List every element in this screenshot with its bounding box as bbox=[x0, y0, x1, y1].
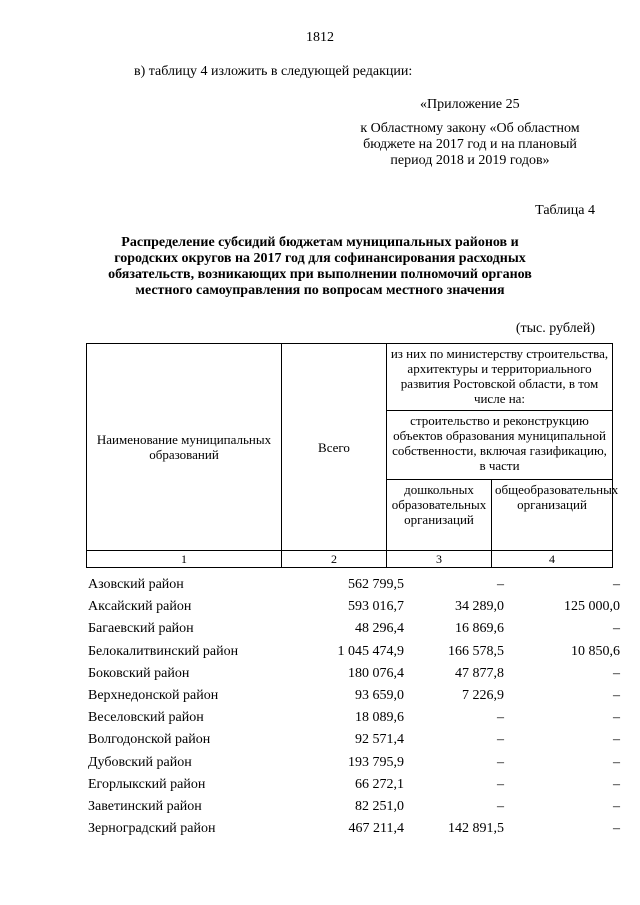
row-general: – bbox=[613, 687, 620, 703]
row-name: Зерноградский район bbox=[88, 821, 216, 837]
row-total: 92 571,4 bbox=[355, 732, 404, 748]
row-preschool: – bbox=[497, 754, 504, 770]
row-preschool: 47 877,8 bbox=[455, 665, 504, 681]
row-general: – bbox=[613, 798, 620, 814]
row-name: Волгодонской район bbox=[88, 732, 211, 748]
appendix-reference bbox=[340, 121, 600, 169]
appendix-title: «Приложение 25 bbox=[420, 97, 520, 112]
row-general: – bbox=[613, 665, 620, 681]
row-name: Заветинский район bbox=[88, 798, 202, 814]
table-row bbox=[88, 599, 628, 621]
row-preschool: – bbox=[497, 776, 504, 792]
units-label: (тыс. рублей) bbox=[515, 321, 595, 336]
header-preschool: дошкольных образовательных организаций bbox=[387, 480, 492, 551]
row-general: – bbox=[613, 754, 620, 770]
table-row bbox=[88, 732, 628, 754]
header-ministry: из них по министерству строительства, архитектуры и территориального развития Ростовской области, в том числе на: bbox=[387, 344, 613, 411]
table-row bbox=[88, 644, 628, 666]
row-name: Боковский район bbox=[88, 665, 190, 681]
row-general: 125 000,0 bbox=[564, 599, 620, 615]
row-total: 93 659,0 bbox=[355, 687, 404, 703]
row-name: Аксайский район bbox=[88, 599, 192, 615]
row-general: – bbox=[613, 821, 620, 837]
header-general: общеобразовательных организаций bbox=[492, 480, 613, 551]
row-total: 593 016,7 bbox=[348, 599, 404, 615]
row-total: 193 795,9 bbox=[348, 754, 404, 770]
table-row bbox=[88, 777, 628, 799]
row-preschool: – bbox=[497, 710, 504, 726]
row-total: 1 045 474,9 bbox=[337, 643, 404, 659]
amendment-instruction: в) таблицу 4 изложить в следующей редакции: bbox=[134, 64, 413, 79]
row-name: Егорлыкский район bbox=[88, 776, 206, 792]
row-name: Багаевский район bbox=[88, 621, 194, 637]
document-title bbox=[100, 235, 540, 299]
table-header bbox=[86, 343, 619, 568]
row-name: Азовский район bbox=[88, 577, 184, 592]
row-preschool: – bbox=[497, 798, 504, 814]
page-number: 1812 bbox=[306, 30, 334, 45]
appendix-ref-line: к Областному закону «Об областном bbox=[360, 121, 580, 136]
header-col-number: 3 bbox=[387, 551, 492, 568]
row-name: Веселовский район bbox=[88, 710, 204, 726]
row-total: 66 272,1 bbox=[355, 776, 404, 792]
row-preschool: 142 891,5 bbox=[448, 821, 504, 837]
row-preschool: 34 289,0 bbox=[455, 599, 504, 615]
row-general: – bbox=[613, 732, 620, 748]
table-row bbox=[88, 577, 628, 599]
row-general: – bbox=[613, 577, 620, 592]
header-name-column: Наименование муниципальных образований bbox=[87, 344, 282, 551]
row-preschool: – bbox=[497, 732, 504, 748]
title-line: местного самоуправления по вопросам местного значения bbox=[135, 283, 505, 298]
title-line: Распределение субсидий бюджетам муниципальных районов и bbox=[121, 235, 519, 250]
row-general: – bbox=[613, 710, 620, 726]
row-preschool: – bbox=[497, 577, 504, 592]
appendix-ref-line: бюджете на 2017 год и на плановый bbox=[363, 137, 577, 152]
title-line: городских округов на 2017 год для софинансирования расходных bbox=[114, 251, 526, 266]
row-preschool: 7 226,9 bbox=[462, 687, 504, 703]
title-line: обязательств, возникающих при выполнении полномочий органов bbox=[108, 267, 532, 282]
row-name: Белокалитвинский район bbox=[88, 643, 239, 659]
header-col-number: 2 bbox=[282, 551, 387, 568]
table-row bbox=[88, 688, 628, 710]
row-preschool: 16 869,6 bbox=[455, 621, 504, 637]
table-row bbox=[88, 710, 628, 732]
table-body bbox=[88, 577, 628, 843]
row-total: 562 799,5 bbox=[348, 577, 404, 592]
row-name: Верхнедонской район bbox=[88, 687, 219, 703]
table-row bbox=[88, 799, 628, 821]
row-name: Дубовский район bbox=[88, 754, 192, 770]
row-total: 180 076,4 bbox=[348, 665, 404, 681]
header-construction: строительство и реконструкцию объектов образования муниципальной собственности, включая газификацию, в части bbox=[387, 411, 613, 480]
table-row bbox=[88, 821, 628, 843]
table-label: Таблица 4 bbox=[535, 203, 595, 218]
row-total: 467 211,4 bbox=[348, 821, 404, 837]
table-row bbox=[88, 666, 628, 688]
row-preschool: 166 578,5 bbox=[448, 643, 504, 659]
row-general: – bbox=[613, 621, 620, 637]
row-general: – bbox=[613, 776, 620, 792]
table-row bbox=[88, 621, 628, 643]
row-total: 18 089,6 bbox=[355, 710, 404, 726]
row-total: 48 296,4 bbox=[355, 621, 404, 637]
header-col-number: 4 bbox=[492, 551, 613, 568]
header-total-column: Всего bbox=[282, 344, 387, 551]
header-col-number: 1 bbox=[87, 551, 282, 568]
row-total: 82 251,0 bbox=[355, 798, 404, 814]
row-general: 10 850,6 bbox=[571, 643, 620, 659]
appendix-ref-line: период 2018 и 2019 годов» bbox=[390, 153, 550, 168]
table-row bbox=[88, 755, 628, 777]
